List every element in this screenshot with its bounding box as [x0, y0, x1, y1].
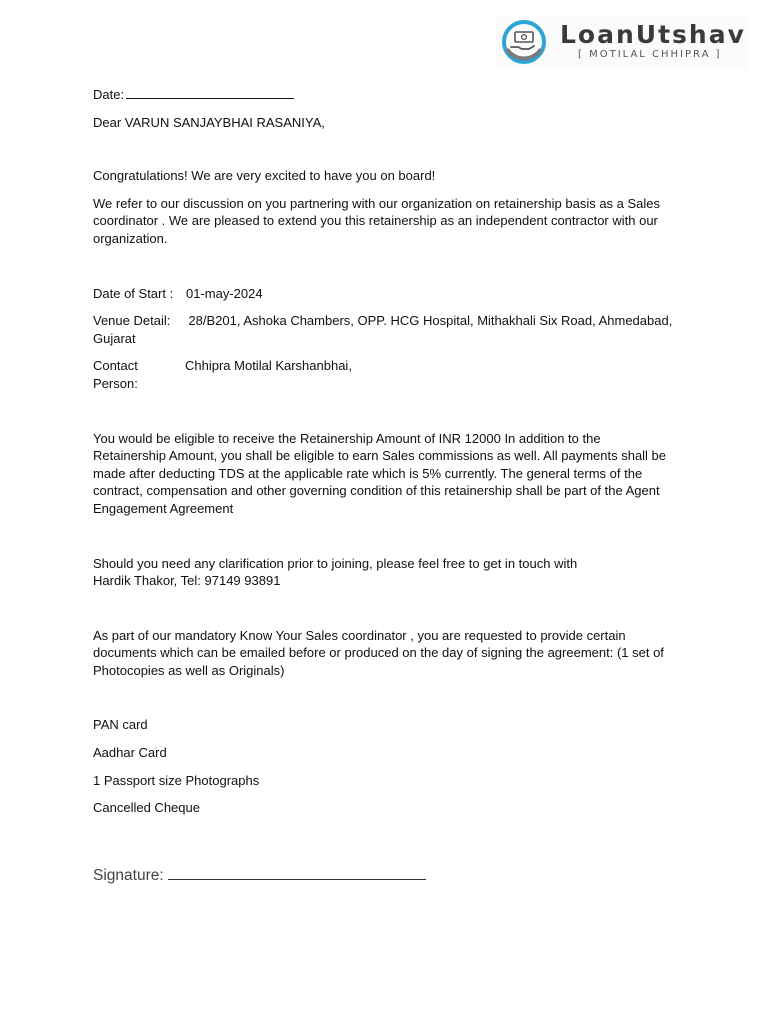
start-date-value: 01-may-2024 [186, 285, 263, 301]
date-label: Date: [93, 87, 125, 102]
date-blank-line [126, 86, 294, 99]
clarification-line-1: Should you need any clarification prior to joining, please feel free to get in touch with [93, 555, 578, 571]
salutation: Dear VARUN SANJAYBHAI RASANIYA, [93, 114, 325, 130]
clarification-line-2: Hardik Thakor, Tel: 97149 93891 [93, 573, 281, 589]
venue-value: 28/B201, Ashoka Chambers, OPP. HCG Hospital, Mithakhali Six Road, Ahmedabad, Gujarat [93, 313, 673, 346]
brand-name: LoanUtshav [560, 20, 746, 49]
contact-person-label: Contact Person: [93, 358, 138, 391]
venue-detail [93, 312, 675, 347]
contact-person-row [93, 357, 675, 392]
offer-letter-body [93, 86, 675, 817]
retainership-paragraph: You would be eligible to receive the Retainership Amount of INR 12000 In addition to the Retainership Amount, you shall be eligible to earn Sales commissions as well. All payments shall be made after deducting TDS at the applicable rate which is 5% currently. The general terms of the contract, compensation and other governing condition of this retainership shall be part of the Agent Engagement Agreement [93, 430, 667, 516]
money-hand-icon [500, 19, 548, 65]
company-logo [496, 16, 748, 68]
document-item-photographs: 1 Passport size Photographs [93, 772, 260, 788]
intro-paragraph: We refer to our discussion on you partnering with our organization on retainership basis as a Sales coordinator . We are pleased to extend you this retainership as an independent contractor with our organization. [93, 195, 661, 246]
document-item-cheque: Cancelled Cheque [93, 800, 200, 816]
contact-person-value: Chhipra Motilal Karshanbhai, [185, 358, 352, 374]
kyc-paragraph: As part of our mandatory Know Your Sales coordinator , you are requested to provide certain documents which can be emailed before or produced on the day of signing the agreement: (1 set of Photocopies as well as Originals) [93, 627, 664, 678]
congratulations-paragraph: Congratulations! We are very excited to have you on board! [93, 168, 436, 184]
start-date-label: Date of Start : [93, 285, 174, 301]
brand-subtitle: [ MOTILAL CHHIPRA ] [578, 49, 722, 60]
document-item-aadhar: Aadhar Card [93, 745, 167, 761]
document-item-pan: PAN card [93, 717, 148, 733]
date-line [93, 86, 675, 104]
signature-label: Signature: [93, 867, 164, 884]
signature-blank-line [168, 864, 426, 880]
start-date-row [93, 285, 675, 303]
venue-label: Venue Detail: [93, 313, 171, 329]
signature-line [93, 864, 426, 885]
